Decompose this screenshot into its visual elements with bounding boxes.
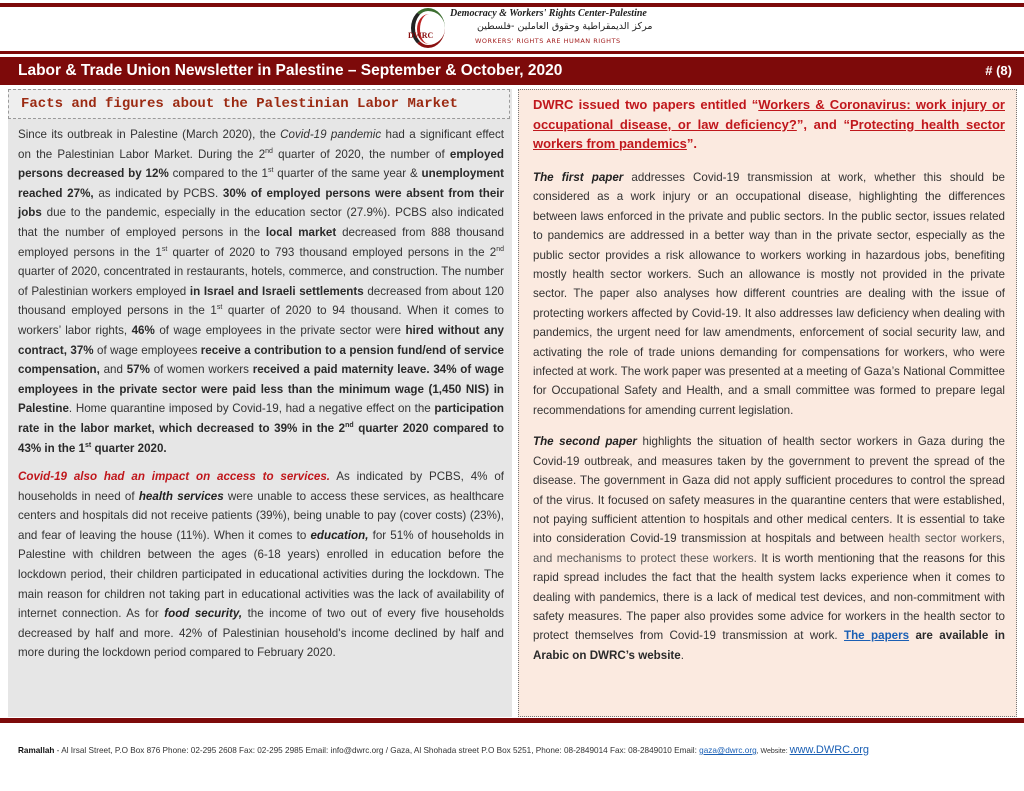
text-run: 46% <box>131 323 155 337</box>
contact-footer <box>18 744 869 756</box>
text-run: quarter of 2020 to 793 thousand employed persons in the 2 <box>167 245 497 259</box>
logo-name-en: Democracy & Workers' Rights Center-Palestine <box>450 8 647 19</box>
text-run: DWRC issued two papers entitled “ <box>533 97 759 112</box>
text-run: are available in Arabic on DWRC’s website <box>533 629 1006 662</box>
text-run: st <box>161 245 168 253</box>
text-run: food security, <box>164 607 243 621</box>
text-run: ”. <box>686 136 698 152</box>
text-run: highlights the situation of health sector workers in Gaza during the Covid-19 outbreak, and measures taken by the government to prevent the spread of the disease. The government in Gaza did not apply sufficient procedures to control the spread of the virus. It focused on safety measures in the quarantine centers that were established, not paying sufficient attention to hospitals and other medical centers. It is essential to take into consideration Covid-19 transmission at hospitals and between <box>533 435 1005 546</box>
text-run: The first paper <box>533 171 624 184</box>
footer-city: Ramallah <box>18 746 55 755</box>
text-run: were unable to access these services, as healthcare centers and hospitals did not receive patients (39%), being unable to pay (cover costs) (23%), and fear of leaving the house (11%). When it comes to <box>18 489 504 542</box>
text-run: st <box>85 441 92 449</box>
text-run: in Israel and Israeli settlements <box>189 284 364 298</box>
text-run: Covid-19 pandemic <box>280 128 382 141</box>
issue-number: # (8) <box>985 63 1012 78</box>
logo-abbr: DWRC <box>408 31 434 40</box>
header-rule <box>0 51 1024 54</box>
text-run: of wage employees in the private sector were <box>154 323 406 337</box>
text-run: quarter of 2020, the number of <box>272 147 450 161</box>
footer-rule <box>0 718 1024 723</box>
labor-market-paragraph-1 <box>18 125 504 458</box>
text-run: addresses Covid-19 transmission at work, whether this should be considered as a work injury or an occupational disease, highlighting the differences between laws enforced in the private and public sectors. In the public sector, issues related to pandemics are addressed in a better way than in the private sector, especially as the public sector provides a risk allowance to workers working in hazardous jobs, benefiting mostly health sector workers. Such an allowance is mostly not provided in the private sector. The paper also analyses how different countries are dealing with the issue of protecting workers affected by Covid-19. It also addresses law deficiency when dealing with pandemics, the urgent need for law amendments, enforcement of social security law, and activating the role of trade unions demanding for compensations for workers, who were infected at work. The work paper was presented at a meeting of Gaza’s National Committee for Occupational Safety and Health, and a small committee was formed to prepare legal recommendations for amending current legislation. <box>533 171 1005 417</box>
text-run: local market <box>265 225 337 239</box>
text-run: quarter of 2020, concentrated in restaurants, hotels, commerce, and construction. The number of Palestinian workers employed <box>18 265 504 298</box>
website-link[interactable]: www.DWRC.org <box>789 744 870 756</box>
labor-market-heading: Facts and figures about the Palestinian Labor Market <box>21 96 458 112</box>
labor-market-heading-box <box>8 89 510 119</box>
dwrc-papers-section <box>518 89 1017 717</box>
text-run: 30% of employed persons were absent from their jobs <box>18 186 505 220</box>
text-run: compared to the 1 <box>168 167 268 181</box>
text-run: hired without any contract, 37% <box>18 323 504 357</box>
text-run: Since its outbreak in Palestine (March 2020), the <box>18 128 281 141</box>
text-run: for 51% of households in Palestine with children between the ages (6-18 years) enrolled in education before the lockdown period, their children participated in educational activities during the lockdown. The main reason for children not taking part in educational activities was the lack of availability of internet connection. As for <box>18 528 504 621</box>
gaza-email-link[interactable]: gaza@dwrc.org <box>699 746 757 755</box>
text-run: Covid-19 also had an impact on access to services. <box>18 470 331 484</box>
text-run: and <box>99 363 127 377</box>
text-run: participation rate in the labor market, which decreased to 39% in the 2 <box>18 402 504 435</box>
newsletter-banner <box>0 57 1024 85</box>
text-run: of wage employees <box>93 343 201 357</box>
text-run: Workers & Coronavirus: work injury or occupational disease, or law deficiency? <box>533 97 1005 132</box>
text-run: quarter of the same year & <box>273 167 422 181</box>
footer-address: - Al Irsal Street, P.O Box 876 Phone: 02-295 2608 Fax: 02-295 2985 Email: info@dwrc.org / Gaza, Al Shohada street P.O Box 5251, Phone: 08-2849014 Fax: 08-2849010 Email: <box>54 746 700 755</box>
text-run: . <box>680 648 684 662</box>
text-run: health services <box>138 489 224 503</box>
text-run: as indicated by PCBS. <box>93 186 223 200</box>
text-run: ”, and “ <box>796 116 850 132</box>
labor-market-body <box>18 125 504 672</box>
text-run: Protecting health sector workers from pandemics <box>533 116 1005 152</box>
text-run: decreased from about 120 thousand employed persons in the 1 <box>18 284 504 318</box>
text-run: received a paid maternity leave. 34% of wage employees in the private sector were paid less than the minimum wage (1,450 NIS) in Palestine <box>18 363 505 416</box>
text-run: unemployment reached 27%, <box>18 167 504 200</box>
text-run: decreased from 888 thousand employed persons in the 1 <box>18 225 505 259</box>
papers-link[interactable]: The papers <box>844 629 910 643</box>
text-run: st <box>267 167 274 175</box>
text-run: quarter 2020 compared to 43% in the 1 <box>18 421 504 455</box>
text-run: the income of two out of every five households decreased by half and more. 42% of Palestinian household's income declined by half and more during the lockdown period compared to February 2020. <box>18 607 504 660</box>
newsletter-title: Labor & Trade Union Newsletter in Palestine – September & October, 2020 <box>18 62 563 79</box>
text-run: It is worth mentioning that the reasons for this rapid spread includes the fact that the health system lacks experience when it comes to dealing with pandemics, there is a lack of medical test devices, and non-commitment with safety measures. The paper also provides some advice for workers in the health sector to protect themselves from Covid-19 transmission at work. <box>533 551 1005 643</box>
text-run: due to the pandemic, especially in the education sector (27.9%). PCBS also indicated that the number of employed persons in the <box>18 206 504 239</box>
second-paper-paragraph <box>533 432 1005 665</box>
text-run: nd <box>496 245 504 253</box>
logo-tagline: WORKERS' RIGHTS ARE HUMAN RIGHTS <box>475 37 621 45</box>
first-paper-paragraph <box>533 168 1005 420</box>
text-run: . Home quarantine imposed by Covid-19, had a negative effect on the <box>68 402 435 416</box>
text-run: st <box>216 304 223 312</box>
dwrc-papers-body <box>533 168 1005 677</box>
text-run: nd <box>345 422 354 430</box>
text-run: quarter 2020. <box>91 441 167 455</box>
text-run: receive a contribution to a pension fund/end of service compensation, <box>18 343 504 377</box>
text-run: education, <box>310 528 369 542</box>
dwrc-papers-heading <box>533 95 1005 154</box>
access-services-paragraph <box>18 467 504 663</box>
text-run: nd <box>265 147 273 155</box>
text-run: The second paper <box>533 435 637 449</box>
text-run: As indicated by PCBS, 4% of households in need of <box>18 470 504 503</box>
text-run: had a significant effect on the Palestinian Labor Market. During the 2 <box>18 128 505 161</box>
dwrc-logo <box>405 6 653 50</box>
text-run: health sector workers, and mechanisms to protect these workers. <box>533 532 1005 565</box>
text-run: 57% <box>126 363 150 377</box>
text-run: of women workers <box>149 363 253 377</box>
text-run: quarter of 2020 to 94 thousand. When it comes to workers’ labor rights, <box>18 304 504 337</box>
logo-name-ar: مركز الديمقراطية وحقوق العاملين -فلسطين <box>477 21 653 32</box>
text-run: employed persons decreased by 12% <box>18 147 504 181</box>
website-label: , Website: <box>756 748 790 755</box>
labor-market-section <box>8 89 512 717</box>
